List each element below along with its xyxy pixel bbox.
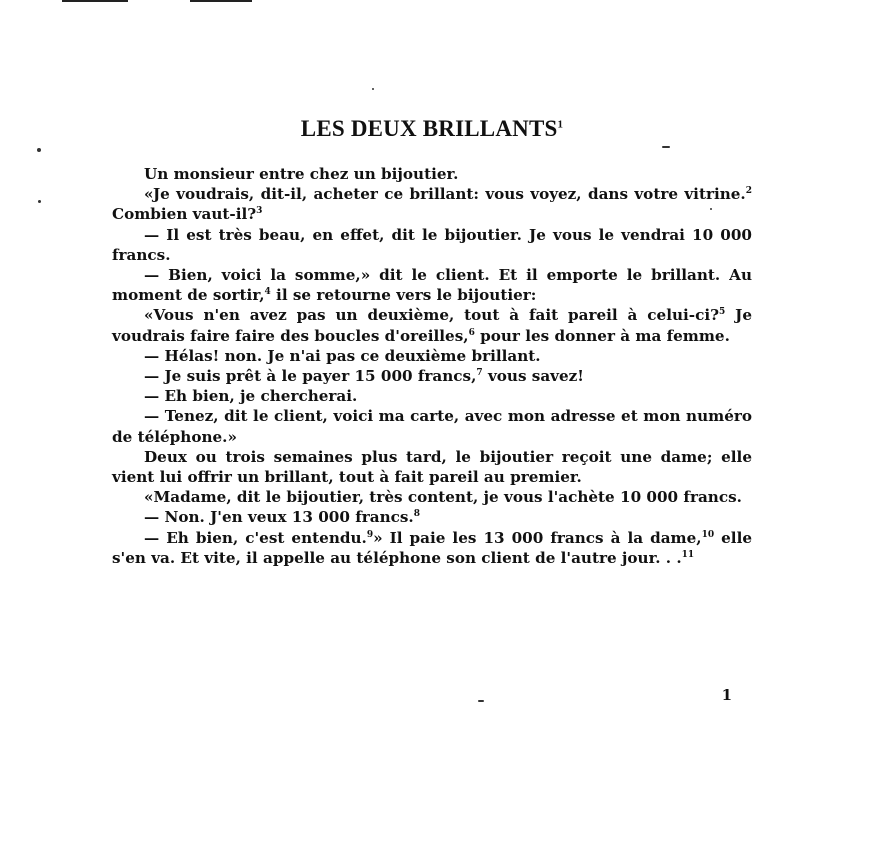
- paragraph-text: — Bien, voici la somme,» dit le client. Et il emporte le brillant. Au moment de sortir,: [112, 266, 752, 305]
- footnote-marker: 7: [476, 367, 483, 378]
- paragraph-text: — Il est très beau, en effet, dit le bijoutier. Je vous le vendrai 10 000 francs.: [112, 225, 752, 264]
- scan-speck: [37, 148, 41, 152]
- title-footnote-marker: 1: [557, 118, 564, 131]
- paragraph: [112, 184, 752, 224]
- paragraph-text: Je voudrais faire faire des boucles d'oreilles,: [112, 306, 752, 345]
- paragraph: [112, 528, 752, 568]
- title-text: LES DEUX BRILLANTS: [300, 116, 558, 141]
- paragraph-text: — Non. J'en veux 13 000 francs.: [144, 508, 414, 527]
- paragraph: [112, 487, 752, 507]
- footnote-marker: 9: [366, 529, 374, 540]
- paragraph-text: » Il paie les 13 000 francs à la dame,: [373, 528, 702, 547]
- page-number: 1: [721, 686, 732, 704]
- paragraph: [112, 406, 752, 446]
- paragraph-text: Combien vaut-il?: [112, 205, 257, 224]
- paragraph-text: Deux ou trois semaines plus tard, le bijoutier reçoit une dame; elle vient lui offrir un brillant, tout à fait pareil au premier.: [112, 447, 752, 487]
- paragraph-text: elle s'en va. Et vite, il appelle au téléphone son client de l'autre jour. . .: [112, 528, 753, 567]
- paragraph: [112, 366, 752, 386]
- document-body: [112, 164, 752, 568]
- paragraph: [112, 164, 752, 184]
- paragraph-text: — Je suis prêt à le payer 15 000 francs,: [144, 367, 477, 386]
- paragraph: [112, 346, 752, 366]
- paragraph-text: pour les donner à ma femme.: [474, 326, 730, 345]
- footnote-marker: 2: [745, 186, 752, 197]
- paragraph-text: — Tenez, dit le client, voici ma carte, avec mon adresse et mon numéro de téléphone.»: [112, 407, 752, 446]
- paragraph: [112, 305, 752, 345]
- document-page: [112, 0, 752, 842]
- footnote-marker: 4: [264, 287, 271, 298]
- footnote-marker: 8: [413, 509, 420, 520]
- paragraph-text: il se retourne vers le bijoutier:: [270, 286, 537, 305]
- paragraph: [112, 386, 752, 406]
- scan-speck: [38, 200, 41, 203]
- paragraph: [112, 507, 752, 527]
- paragraph-text: — Eh bien, je chercherai.: [144, 387, 358, 406]
- paragraph: [112, 265, 752, 305]
- footnote-marker: 11: [681, 549, 695, 560]
- footnote-marker: 5: [719, 307, 726, 318]
- paragraph-text: — Eh bien, c'est entendu.: [144, 528, 367, 547]
- paragraph: [112, 225, 752, 265]
- document-title: [112, 116, 752, 142]
- paragraph-text: «Madame, dit le bijoutier, très content, je vous l'achète 10 000 francs.: [144, 488, 742, 507]
- footnote-marker: 10: [701, 529, 715, 540]
- paragraph-text: «Vous n'en avez pas un deuxième, tout à fait pareil à celui-ci?: [144, 306, 719, 325]
- footnote-marker: 3: [256, 206, 263, 217]
- footnote-marker: 6: [468, 327, 475, 338]
- paragraph: [112, 447, 752, 487]
- paragraph-text: vous savez!: [482, 367, 584, 386]
- paragraph-text: «Je voudrais, dit-il, acheter ce brillant: vous voyez, dans votre vitrine.: [144, 185, 746, 204]
- paragraph-text: Un monsieur entre chez un bijoutier.: [144, 165, 459, 183]
- paragraph-text: — Hélas! non. Je n'ai pas ce deuxième brillant.: [144, 346, 541, 365]
